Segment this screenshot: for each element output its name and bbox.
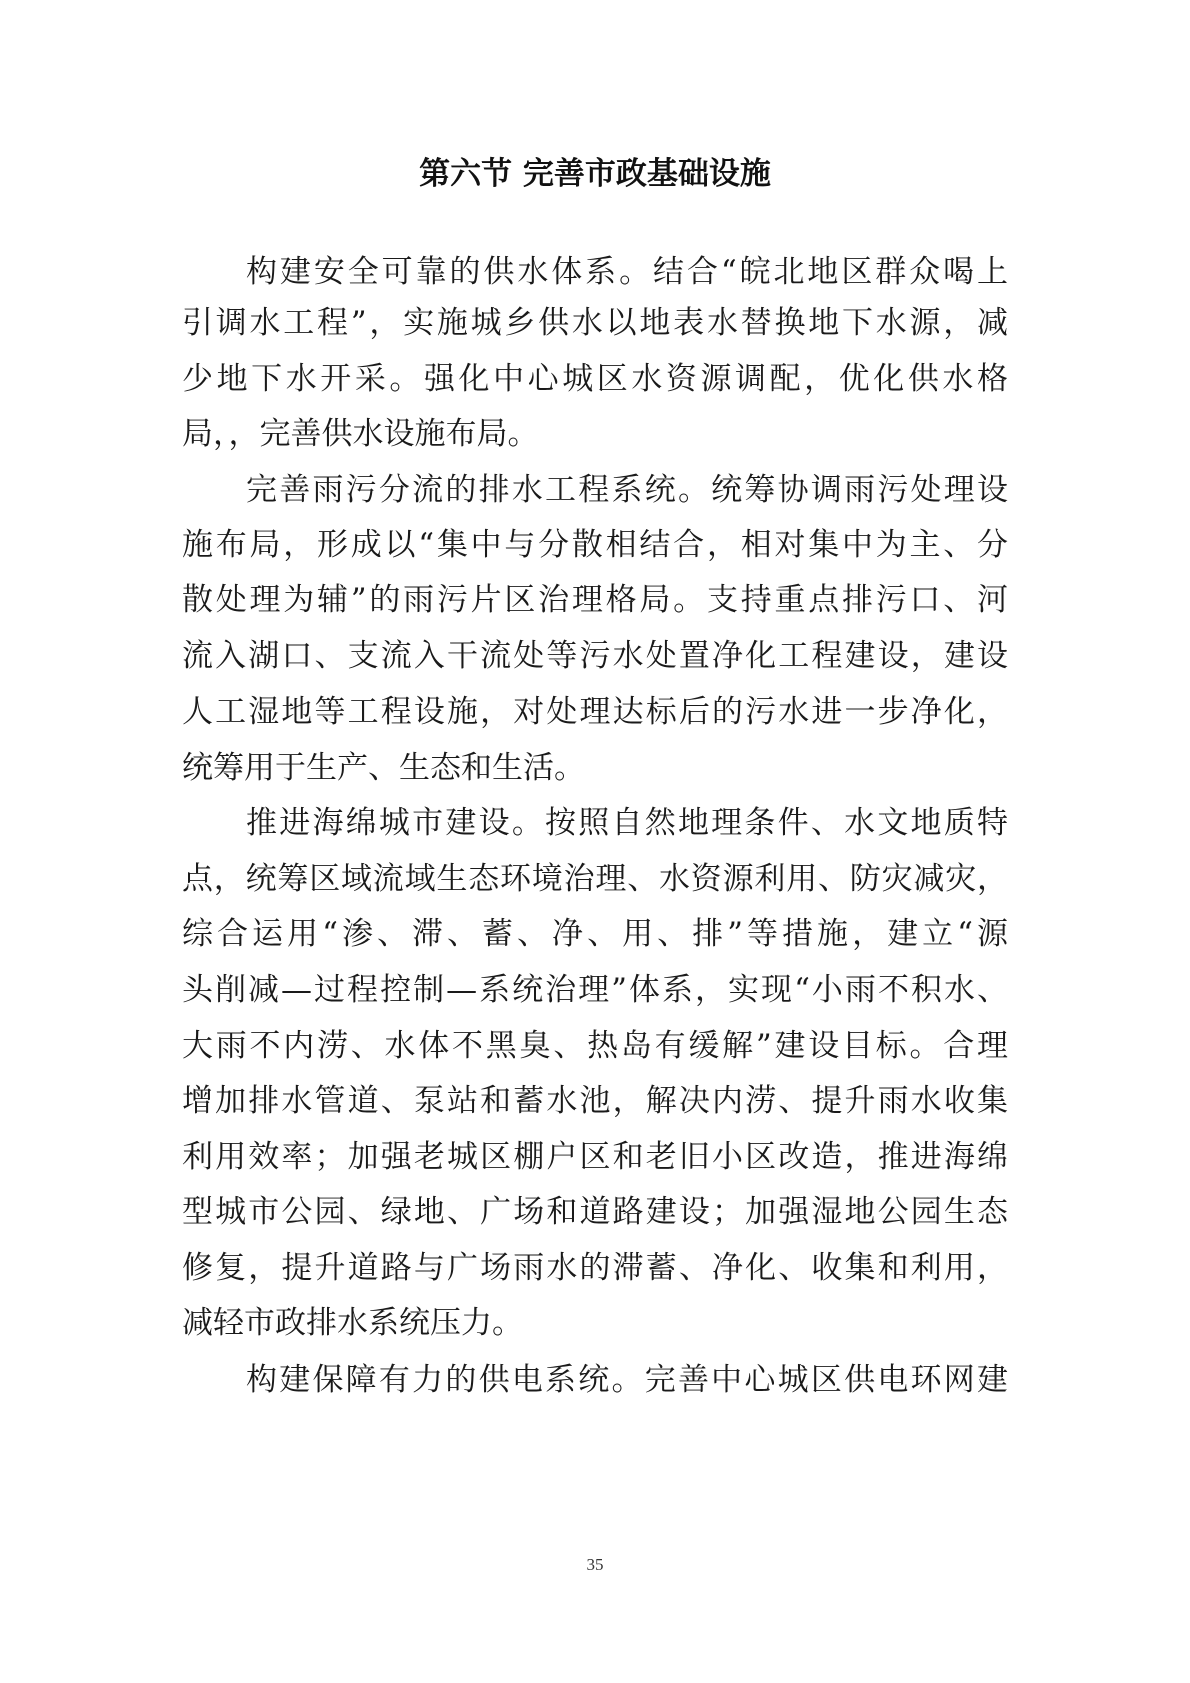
- paragraph-line: 局，，完善供水设施布局。: [182, 416, 539, 452]
- paragraph-line: 构建保障有力的供电系统。完善中心城区供电环网建: [246, 1362, 1008, 1398]
- paragraph-line: 修复，提升道路与广场雨水的滞蓄、净化、收集和利用，: [182, 1250, 1008, 1286]
- paragraph-line: 流入湖口、支流入干流处等污水处置净化工程建设，建设: [182, 638, 1008, 674]
- paragraph-line: 头削减—过程控制—系统治理”体系，实现“小雨不积水、: [182, 972, 1008, 1008]
- paragraph-line: 完善雨污分流的排水工程系统。统筹协调雨污处理设: [246, 472, 1008, 508]
- paragraph-line: 利用效率；加强老城区棚户区和老旧小区改造，推进海绵: [182, 1139, 1008, 1175]
- paragraph-line: 增加排水管道、泵站和蓄水池，解决内涝、提升雨水收集: [182, 1083, 1008, 1119]
- paragraph-line: 散处理为辅”的雨污片区治理格局。支持重点排污口、河: [182, 582, 1008, 618]
- paragraph-line: 施布局，形成以“集中与分散相结合，相对集中为主、分: [182, 527, 1008, 563]
- paragraph-line: 大雨不内涝、水体不黑臭、热岛有缓解”建设目标。合理: [182, 1028, 1008, 1064]
- paragraph-line: 统筹用于生产、生态和生活。: [182, 750, 585, 786]
- paragraph-line: 型城市公园、绿地、广场和道路建设；加强湿地公园生态: [182, 1194, 1008, 1230]
- paragraph-line: 综合运用“渗、滞、蓄、净、用、排”等措施，建立“源: [182, 916, 1008, 952]
- paragraph-line: 推进海绵城市建设。按照自然地理条件、水文地质特: [246, 805, 1008, 841]
- paragraph-line: 构建安全可靠的供水体系。结合“皖北地区群众喝上: [246, 254, 1008, 290]
- section-title: 第六节 完善市政基础设施: [419, 156, 771, 192]
- paragraph-line: 人工湿地等工程设施，对处理达标后的污水进一步净化，: [182, 694, 1008, 730]
- page-number: 35: [586, 1555, 604, 1574]
- paragraph-line: 点，统筹区域流域生态环境治理、水资源利用、防灾减灾，: [182, 861, 1008, 897]
- paragraph-line: 减轻市政排水系统压力。: [182, 1305, 523, 1341]
- paragraph-line: 引调水工程”，实施城乡供水以地表水替换地下水源，减: [182, 305, 1008, 341]
- paragraph-line: 少地下水开采。强化中心城区水资源调配，优化供水格: [182, 361, 1008, 397]
